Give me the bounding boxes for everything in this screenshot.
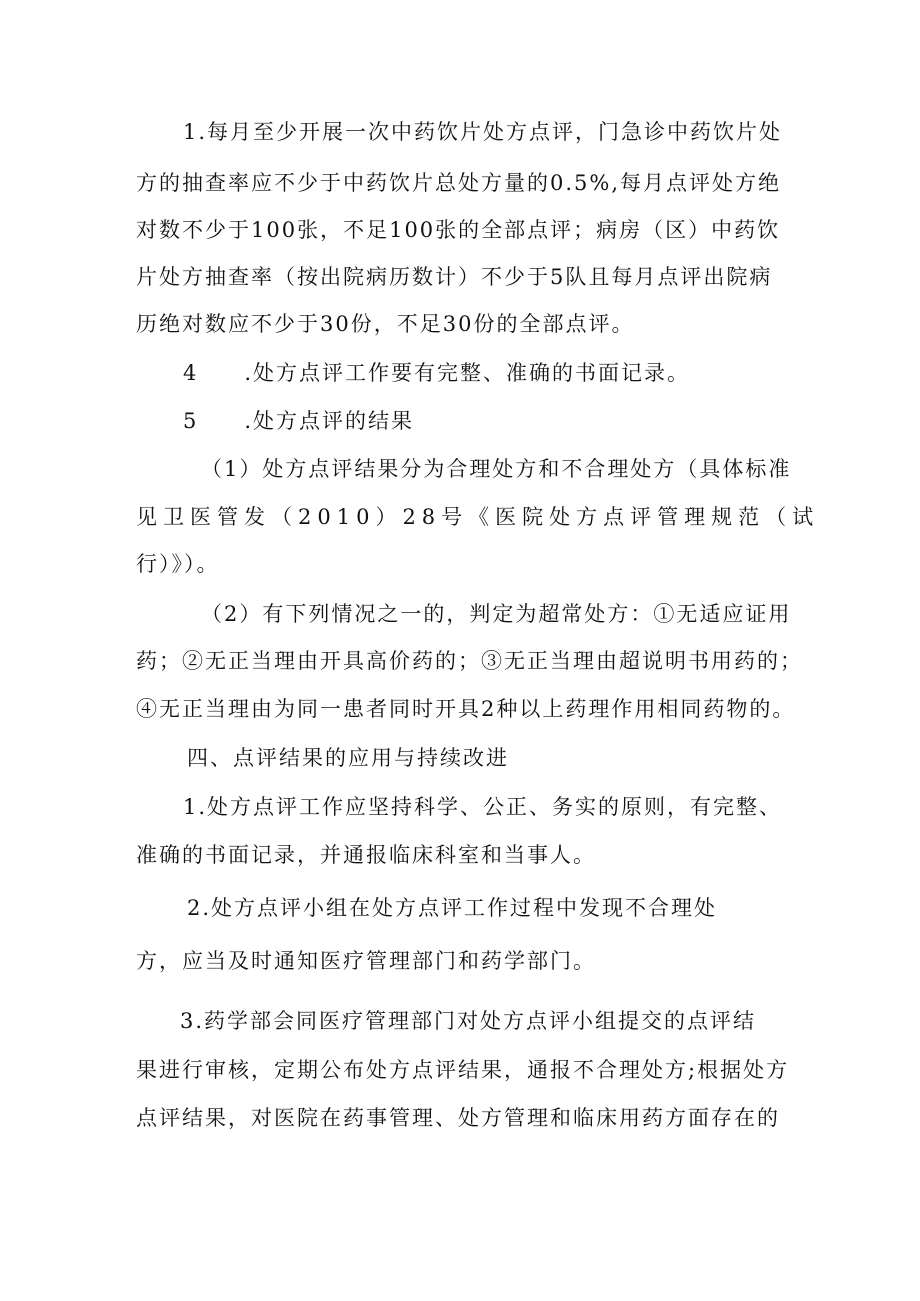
text-line: 5 .处方点评的结果 xyxy=(183,409,415,433)
text-line: 1.每月至少开展一次中药饮片处方点评，门急诊中药饮片处 xyxy=(183,120,783,144)
text-line: 药；②无正当理由开具高价药的；③无正当理由超说明书用药的； xyxy=(136,649,803,673)
text-line: （2）有下列情况之一的，判定为超常处方：①无适应证用 xyxy=(201,602,792,626)
text-line: 方，应当及时通知医疗管理部门和药学部门。 xyxy=(136,949,596,973)
text-line: 1.处方点评工作应坚持科学、公正、务实的原则，有完整、 xyxy=(183,795,783,819)
section-heading: 四、点评结果的应用与持续改进 xyxy=(187,746,509,770)
text-line: 3.药学部会同医疗管理部门对处方点评小组提交的点评结 xyxy=(180,1009,757,1033)
text-line: 对数不少于100张，不足100张的全部点评；病房（区）中药饮 xyxy=(136,218,781,242)
text-line: （1）处方点评结果分为合理处方和不合理处方（具体标准 xyxy=(201,457,792,481)
text-line: 见卫医管发（2010）28号《医院处方点评管理规范（试 xyxy=(136,505,820,529)
text-line: 果进行审核，定期公布处方点评结果，通报不合理处方;根据处方 xyxy=(136,1058,790,1082)
text-line: 准确的书面记录，并通报临床科室和当事人。 xyxy=(136,843,596,867)
text-line: ④无正当理由为同一患者同时开具2种以上药理作用相同药物的。 xyxy=(136,697,796,721)
text-line: 历绝对数应不少于30份，不足30份的全部点评。 xyxy=(136,312,635,336)
text-line: 点评结果，对医院在药事管理、处方管理和临床用药方面存在的 xyxy=(136,1106,780,1130)
text-line: 方的抽查率应不少于中药饮片总处方量的0.5%,每月点评处方绝 xyxy=(136,171,782,195)
text-line: 行）》）。 xyxy=(136,552,220,576)
text-line: 2.处方点评小组在处方点评工作过程中发现不合理处 xyxy=(187,896,718,920)
text-line: 片处方抽查率（按出院病历数计）不少于5队且每月点评出院病 xyxy=(136,265,773,289)
text-line: 4 .处方点评工作要有完整、准确的书面记录。 xyxy=(183,361,691,385)
